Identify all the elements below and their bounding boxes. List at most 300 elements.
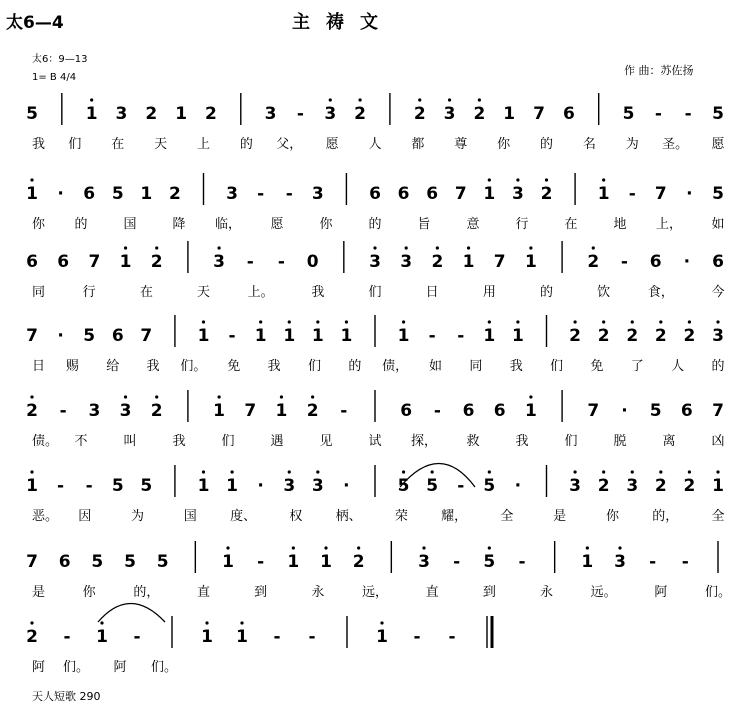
- note: 5: [111, 476, 124, 496]
- note: 1: [340, 326, 353, 346]
- note: 1: [524, 401, 537, 421]
- lyric: 为: [131, 509, 145, 524]
- octave-dot: [373, 246, 376, 249]
- lyric: 给: [106, 359, 120, 374]
- lyric: 食，: [647, 285, 674, 300]
- note: -: [628, 184, 636, 204]
- note: -: [285, 184, 293, 204]
- lyric: 们。: [62, 660, 90, 675]
- slur: [98, 604, 165, 623]
- lyric: 直: [196, 585, 211, 600]
- note: 5: [712, 104, 724, 124]
- note: 3: [119, 401, 132, 421]
- note: ·: [257, 476, 264, 496]
- note: -: [340, 401, 348, 421]
- note: 1: [483, 326, 496, 346]
- note: -: [654, 104, 662, 124]
- lyric: 们。: [704, 585, 732, 600]
- note: -: [296, 104, 304, 124]
- lyric: 都: [411, 137, 425, 152]
- lyric: 的: [348, 359, 362, 374]
- note: ·: [683, 252, 691, 272]
- note: 5: [483, 476, 496, 496]
- note: ·: [57, 184, 64, 204]
- lyric: 度、: [230, 509, 257, 524]
- octave-dot: [631, 320, 634, 323]
- octave-dot: [259, 320, 262, 323]
- lyric: 你: [319, 217, 333, 232]
- note: 1: [175, 104, 188, 124]
- lyric: 的: [539, 137, 554, 152]
- lyric: 行: [82, 285, 96, 300]
- source-footer: 天人短歌 290: [32, 690, 101, 703]
- lyric: 远。: [590, 585, 617, 600]
- lyric: 耀，: [441, 509, 468, 524]
- octave-dot: [516, 178, 519, 181]
- lyric: 全: [500, 509, 514, 524]
- note: 1: [26, 476, 38, 496]
- lyric: 人: [671, 359, 685, 374]
- lyric: 债，: [382, 359, 409, 374]
- octave-dot: [478, 98, 481, 101]
- lyric: 们: [307, 359, 321, 374]
- note: 3: [614, 552, 626, 572]
- note: 6: [562, 104, 575, 124]
- lyric: 同: [469, 359, 483, 374]
- note: ·: [343, 476, 350, 496]
- lyric: 上: [196, 137, 211, 152]
- octave-dot: [324, 546, 327, 549]
- octave-dot: [202, 470, 205, 473]
- octave-dot: [240, 621, 243, 624]
- note: 6: [58, 552, 71, 572]
- lyric: 的: [239, 137, 253, 152]
- note: -: [428, 326, 436, 346]
- score-line: [26, 315, 724, 374]
- note: 2: [352, 552, 365, 572]
- note: 3: [712, 326, 724, 346]
- lyric: 因: [78, 509, 92, 524]
- octave-dot: [448, 98, 451, 101]
- note: -: [448, 627, 456, 647]
- lyric: 们: [550, 359, 564, 374]
- note: 6: [493, 401, 506, 421]
- octave-dot: [467, 246, 470, 249]
- lyric: 权: [289, 509, 303, 524]
- note: 1: [275, 401, 288, 421]
- lyric: 到: [254, 585, 268, 600]
- lyric: 为: [625, 137, 639, 152]
- note: 7: [244, 401, 257, 421]
- lyric: 荣: [394, 509, 408, 524]
- octave-dot: [100, 621, 103, 624]
- octave-dot: [280, 395, 283, 398]
- lyric: 我: [515, 434, 529, 449]
- note: ·: [621, 401, 628, 421]
- lyric: 我: [267, 359, 281, 374]
- lyric: 国: [183, 509, 197, 524]
- note: -: [457, 326, 465, 346]
- lyric: 永: [539, 585, 554, 600]
- lyric: 你: [32, 217, 46, 232]
- note: 1: [503, 104, 516, 124]
- note: 1: [96, 627, 108, 647]
- note: 2: [26, 401, 38, 421]
- lyric: 试: [368, 434, 382, 449]
- note: 5: [397, 476, 410, 496]
- note: 3: [369, 252, 381, 272]
- note: -: [59, 401, 67, 421]
- lyric: 在: [111, 137, 125, 152]
- octave-dot: [205, 621, 208, 624]
- octave-dot: [292, 546, 295, 549]
- lyric: 的，: [652, 509, 679, 524]
- octave-dot: [402, 470, 405, 473]
- lyric: 你: [82, 585, 96, 600]
- note: 2: [431, 252, 444, 272]
- score-line: [26, 93, 724, 152]
- note: 3: [88, 401, 101, 421]
- lyric: 同: [32, 285, 46, 300]
- score-line: [26, 541, 731, 600]
- note: 6: [462, 401, 475, 421]
- scripture-reference: 太6：9—13: [32, 54, 88, 65]
- octave-dot: [316, 320, 319, 323]
- lyric: 日: [32, 359, 46, 374]
- note: -: [649, 552, 657, 572]
- note: -: [246, 252, 254, 272]
- note: 5: [26, 104, 38, 124]
- composer-credit: 作 曲：苏佐扬: [624, 64, 694, 77]
- note: 7: [26, 326, 38, 346]
- note: 6: [57, 252, 70, 272]
- note: 1: [226, 476, 239, 496]
- lyric: 名: [582, 137, 596, 152]
- note: 3: [283, 476, 296, 496]
- lyric: 凶: [711, 434, 725, 449]
- octave-dot: [316, 470, 319, 473]
- note: 1: [236, 627, 248, 647]
- lyric: 的: [74, 217, 88, 232]
- octave-dot: [418, 98, 421, 101]
- octave-dot: [431, 470, 434, 473]
- note: 5: [483, 552, 496, 572]
- octave-dot: [217, 246, 220, 249]
- note: 1: [140, 184, 153, 204]
- octave-dot: [155, 395, 158, 398]
- note: -: [433, 401, 441, 421]
- lyric: 天: [154, 137, 168, 152]
- octave-dot: [217, 395, 220, 398]
- octave-dot: [30, 470, 33, 473]
- note: 2: [654, 326, 667, 346]
- octave-dot: [488, 546, 491, 549]
- note: 3: [569, 476, 582, 496]
- lyric: 阿: [32, 660, 46, 675]
- note: -: [85, 476, 93, 496]
- lyric: 意: [466, 217, 480, 232]
- note: 6: [426, 184, 439, 204]
- note: -: [133, 627, 141, 647]
- lyric: 探，: [410, 434, 438, 449]
- note: -: [277, 252, 285, 272]
- lyric: 们: [221, 434, 235, 449]
- note: 3: [418, 552, 430, 572]
- note: 6: [400, 401, 413, 421]
- note: 1: [213, 401, 226, 421]
- lyric: 我: [172, 434, 186, 449]
- lyric: 尊: [454, 137, 468, 152]
- octave-dot: [716, 320, 719, 323]
- octave-dot: [124, 395, 127, 398]
- lyric: 叫: [123, 434, 137, 449]
- octave-dot: [345, 320, 348, 323]
- octave-dot: [230, 470, 233, 473]
- note: 6: [712, 252, 724, 272]
- note: -: [620, 252, 628, 272]
- octave-dot: [288, 320, 291, 323]
- octave-dot: [602, 320, 605, 323]
- octave-dot: [436, 246, 439, 249]
- lyric: 行: [515, 217, 529, 232]
- note: 1: [222, 552, 234, 572]
- octave-dot: [488, 320, 491, 323]
- octave-dot: [602, 178, 605, 181]
- note: 1: [311, 326, 324, 346]
- note: 1: [283, 326, 296, 346]
- lyric: 日: [425, 285, 439, 300]
- note: -: [63, 627, 71, 647]
- lyric: 柄、: [335, 509, 362, 524]
- note: 1: [511, 326, 524, 346]
- lyric: 阿: [113, 660, 127, 675]
- key-signature: 1= B 4/4: [32, 72, 77, 83]
- octave-dot: [311, 395, 314, 398]
- note: 5: [124, 552, 136, 572]
- lyric: 临，: [214, 217, 242, 232]
- note: 3: [443, 104, 456, 124]
- note: -: [457, 476, 465, 496]
- octave-dot: [380, 621, 383, 624]
- note: 6: [83, 184, 96, 204]
- note: 5: [649, 401, 662, 421]
- note: 7: [493, 252, 506, 272]
- lyric: 们。: [150, 660, 178, 675]
- lyric: 在: [139, 285, 153, 300]
- octave-dot: [357, 546, 360, 549]
- note: 1: [581, 552, 594, 572]
- note: 2: [683, 476, 696, 496]
- lyric: 饮: [597, 285, 611, 300]
- octave-dot: [631, 470, 634, 473]
- lyric: 到: [482, 585, 496, 600]
- lyric: 恶。: [32, 509, 59, 524]
- note: 3: [115, 104, 128, 124]
- note: 1: [287, 552, 300, 572]
- lyric: 父，: [276, 137, 303, 152]
- octave-dot: [90, 98, 93, 101]
- lyric: 直: [425, 585, 439, 600]
- octave-dot: [488, 470, 491, 473]
- octave-dot: [488, 178, 491, 181]
- note: 5: [140, 476, 153, 496]
- note: 1: [462, 252, 475, 272]
- octave-dot: [402, 320, 405, 323]
- note: 1: [712, 476, 724, 496]
- lyric: 远，: [361, 585, 389, 600]
- lyric: 如: [429, 359, 443, 374]
- octave-dot: [30, 621, 33, 624]
- note: -: [57, 476, 65, 496]
- lyric: 免: [227, 359, 241, 374]
- note: 2: [145, 104, 158, 124]
- lyric: 人: [368, 137, 382, 152]
- note: 1: [197, 476, 210, 496]
- octave-dot: [586, 546, 589, 549]
- lyric: 们: [68, 137, 82, 152]
- lyric: 我: [311, 285, 325, 300]
- note: 2: [626, 326, 639, 346]
- note: -: [228, 326, 236, 346]
- note: 2: [683, 326, 696, 346]
- note: 1: [197, 326, 210, 346]
- lyric: 的，: [133, 585, 160, 600]
- note: 6: [111, 326, 124, 346]
- note: 2: [354, 104, 367, 124]
- lyric: 上。: [247, 285, 274, 300]
- note: -: [308, 627, 316, 647]
- octave-dot: [516, 320, 519, 323]
- note: 2: [150, 401, 163, 421]
- note: 2: [569, 326, 582, 346]
- note: 5: [91, 552, 104, 572]
- note: 2: [597, 326, 610, 346]
- note: 5: [622, 104, 635, 124]
- lyric: 们: [368, 285, 382, 300]
- lyric: 愿: [711, 137, 725, 152]
- lyric: 我: [509, 359, 523, 374]
- octave-dot: [659, 320, 662, 323]
- note: 2: [473, 104, 486, 124]
- lyric: 的: [539, 285, 554, 300]
- note: 1: [26, 184, 38, 204]
- lyric: 上，: [655, 217, 683, 232]
- note: 2: [168, 184, 181, 204]
- lyric: 如: [711, 217, 725, 232]
- note: 1: [376, 627, 388, 647]
- note: 3: [264, 104, 277, 124]
- lyric: 你: [497, 137, 511, 152]
- note: -: [273, 627, 281, 647]
- octave-dot: [30, 178, 33, 181]
- note: 1: [254, 326, 267, 346]
- lyric: 的: [711, 359, 725, 374]
- note: 5: [83, 326, 96, 346]
- lyric: 天: [196, 285, 211, 300]
- octave-dot: [545, 178, 548, 181]
- lyric: 今: [711, 285, 725, 300]
- note: ·: [514, 476, 522, 496]
- lyric: 脱: [613, 434, 627, 449]
- lyric: 是: [553, 509, 567, 524]
- octave-dot: [573, 470, 576, 473]
- octave-dot: [529, 246, 532, 249]
- note: 2: [587, 252, 600, 272]
- octave-dot: [202, 320, 205, 323]
- note: 1: [483, 184, 496, 204]
- hymn-title: 主祷文: [292, 12, 394, 33]
- octave-dot: [30, 395, 33, 398]
- lyric: 全: [711, 509, 725, 524]
- score-line: [26, 173, 724, 232]
- lyric: 我: [146, 359, 160, 374]
- lyric: 们。: [180, 359, 207, 374]
- note: 2: [205, 104, 217, 124]
- octave-dot: [659, 470, 662, 473]
- octave-dot: [602, 470, 605, 473]
- note: 5: [156, 552, 169, 572]
- octave-dot: [288, 470, 291, 473]
- note: ·: [57, 326, 64, 346]
- note: 1: [119, 252, 132, 272]
- octave-dot: [358, 98, 361, 101]
- lyric: 国: [123, 217, 137, 232]
- octave-dot: [529, 395, 532, 398]
- note: 2: [306, 401, 319, 421]
- lyric: 你: [605, 509, 619, 524]
- note: -: [518, 552, 526, 572]
- note: 2: [654, 476, 667, 496]
- note: 3: [400, 252, 413, 272]
- note: 2: [540, 184, 553, 204]
- note: 2: [150, 252, 163, 272]
- octave-dot: [329, 98, 332, 101]
- note: 1: [397, 326, 410, 346]
- note: 1: [85, 104, 98, 124]
- note: -: [684, 104, 692, 124]
- lyric: 了: [630, 359, 644, 374]
- note: 6: [680, 401, 693, 421]
- lyric: 我: [32, 137, 46, 152]
- note: 3: [311, 476, 324, 496]
- octave-dot: [592, 246, 595, 249]
- lyric: 们: [564, 434, 578, 449]
- note: ·: [686, 184, 693, 204]
- note: -: [413, 627, 421, 647]
- octave-dot: [405, 246, 408, 249]
- note: 7: [88, 252, 101, 272]
- note: 2: [26, 627, 38, 647]
- note: -: [257, 552, 265, 572]
- score-line: [26, 616, 492, 675]
- note: 7: [140, 326, 153, 346]
- octave-dot: [688, 320, 691, 323]
- octave-dot: [124, 246, 127, 249]
- note: 7: [654, 184, 667, 204]
- lyric: 见: [319, 434, 333, 449]
- lyric: 降: [172, 217, 186, 232]
- note: 1: [524, 252, 537, 272]
- note: 6: [369, 184, 381, 204]
- hymn-number: 太6—4: [6, 13, 64, 33]
- lyric: 永: [311, 585, 325, 600]
- octave-dot: [422, 546, 425, 549]
- note: 6: [397, 184, 410, 204]
- lyric: 债。: [32, 434, 59, 449]
- lyric: 赐: [65, 359, 79, 374]
- note: 1: [320, 552, 332, 572]
- lyric: 救: [466, 434, 480, 449]
